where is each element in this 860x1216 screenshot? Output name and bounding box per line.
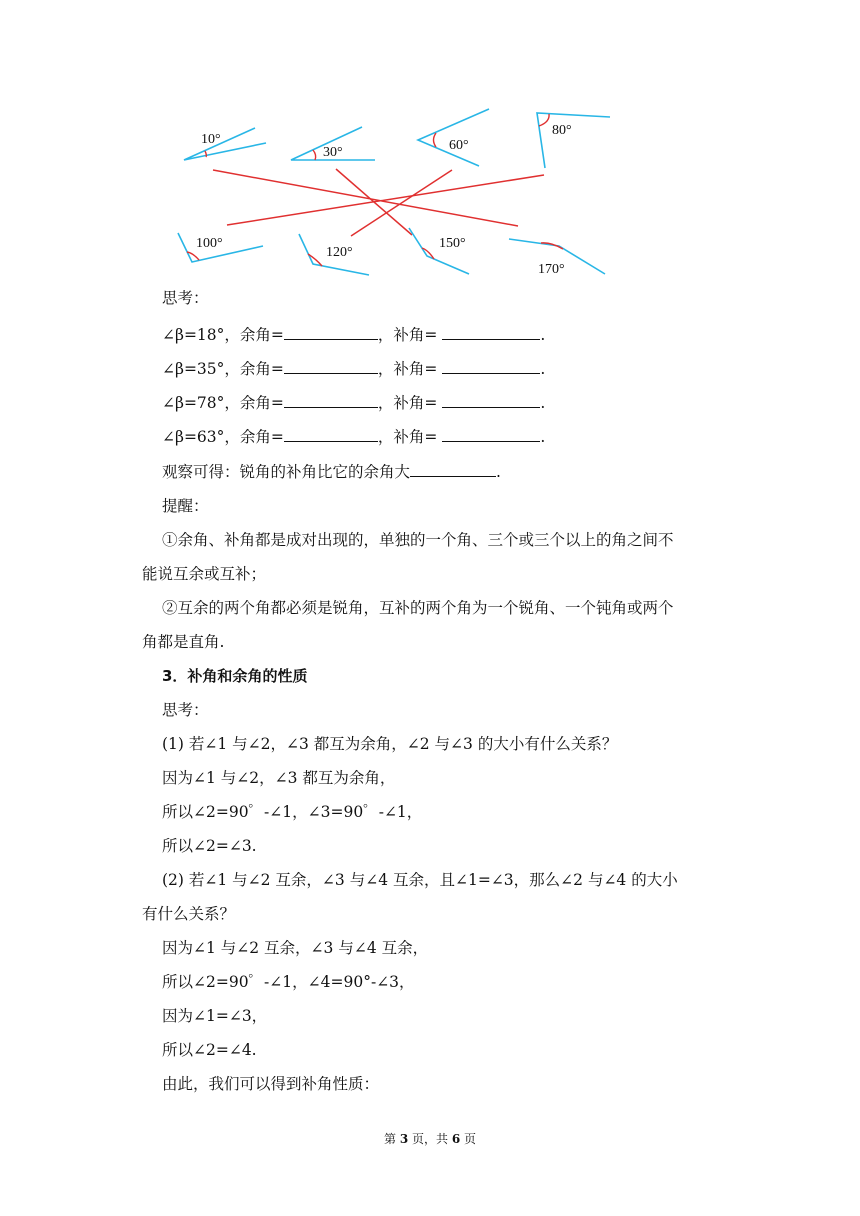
exercise-beta-text: ∠β=18°，余角= [162,326,284,344]
row-period: . [540,360,546,378]
complement-blank[interactable] [284,325,378,340]
arc-80 [539,114,549,126]
label-10: 10° [201,132,221,147]
exercise-supp-text: ，补角= [377,394,443,412]
exercise-beta-text: ∠β=63°，余角= [162,428,284,446]
section-3-think: 思考： [162,701,209,719]
angle-10-sides [184,128,266,160]
label-80: 80° [552,123,572,138]
section-3-heading: 3．补角和余角的性质 [162,667,308,685]
reminder-1-line-1: ①余角、补角都是成对出现的，单独的一个角、三个或三个以上的角之间不 [162,531,674,549]
complement-blank[interactable] [284,427,378,442]
supplement-blank[interactable] [442,427,540,442]
match-line-10-170 [213,170,518,226]
exercise-row-2 [162,359,545,379]
conclusion-line: 由此，我们可以得到补角性质： [162,1075,380,1093]
match-line-30-150 [336,169,412,235]
match-lines [213,169,544,236]
exercise-supp-text: ，补角= [377,326,443,344]
exercise-row-4 [162,427,545,447]
question-2-line-1: (2) 若∠1 与∠2 互余，∠3 与∠4 互余，且∠1=∠3，那么∠2 与∠4 的大小 [162,871,678,889]
exercise-row-1 [162,325,545,345]
label-30: 30° [323,145,343,160]
exercise-beta-text: ∠β=35°，余角= [162,360,284,378]
angle-matching-figure [0,0,860,285]
row-period: . [540,326,546,344]
observation-period: . [496,463,501,481]
exercise-supp-text: ，补角= [377,428,443,446]
observation-text: 观察可得：锐角的补角比它的余角大 [162,463,411,481]
exercise-supp-text: ，补角= [377,360,443,378]
arc-60 [434,133,437,147]
arc-30 [313,150,316,160]
exercise-beta-text: ∠β=78°，余角= [162,394,284,412]
footer-page-number: 3 [399,1132,409,1146]
supplement-blank[interactable] [442,359,540,374]
question-1-answer-1: 因为∠1 与∠2，∠3 都互为余角， [162,769,396,787]
label-60: 60° [449,138,469,153]
think-heading: 思考： [162,289,209,307]
reminder-2-line-2: 角都是直角. [142,633,225,651]
row-period: . [540,428,546,446]
question-2-answer-1: 因为∠1 与∠2 互余，∠3 与∠4 互余， [162,939,429,957]
label-100: 100° [196,236,223,251]
supplement-blank[interactable] [442,393,540,408]
supplement-blank[interactable] [442,325,540,340]
footer-suffix: 页 [460,1132,476,1146]
footer-total-pages: 6 [451,1132,461,1146]
footer-middle: 页，共 [408,1132,452,1146]
observation-blank[interactable] [410,462,496,477]
angle-lines [178,109,610,275]
exercise-row-3 [162,393,545,413]
question-1: (1) 若∠1 与∠2，∠3 都互为余角，∠2 与∠3 的大小有什么关系？ [162,735,618,753]
question-1-answer-2: 所以∠2=90゜-∠1，∠3=90゜-∠1， [162,803,423,821]
footer-prefix: 第 [383,1132,400,1146]
observation-line [162,462,501,482]
label-170: 170° [538,262,565,277]
question-2-answer-3: 因为∠1=∠3， [162,1007,268,1025]
question-2-line-2: 有什么关系？ [142,905,236,923]
label-120: 120° [326,245,353,260]
match-line-80-100 [227,175,544,225]
reminder-1-line-2: 能说互余或互补； [142,565,267,583]
complement-blank[interactable] [284,393,378,408]
complement-blank[interactable] [284,359,378,374]
reminder-2-line-1: ②互余的两个角都必须是锐角，互补的两个角为一个锐角、一个钝角或两个 [162,599,674,617]
reminder-heading: 提醒： [162,497,209,515]
question-2-answer-4: 所以∠2=∠4. [162,1041,257,1059]
question-2-answer-2: 所以∠2=90゜-∠1，∠4=90°-∠3， [162,973,415,991]
label-150: 150° [439,236,466,251]
row-period: . [540,394,546,412]
angle-80-sides [537,113,610,168]
question-1-answer-3: 所以∠2=∠3. [162,837,257,855]
angle-arcs [187,114,563,266]
angle-150-sides [409,228,469,274]
page-footer [0,1130,860,1147]
